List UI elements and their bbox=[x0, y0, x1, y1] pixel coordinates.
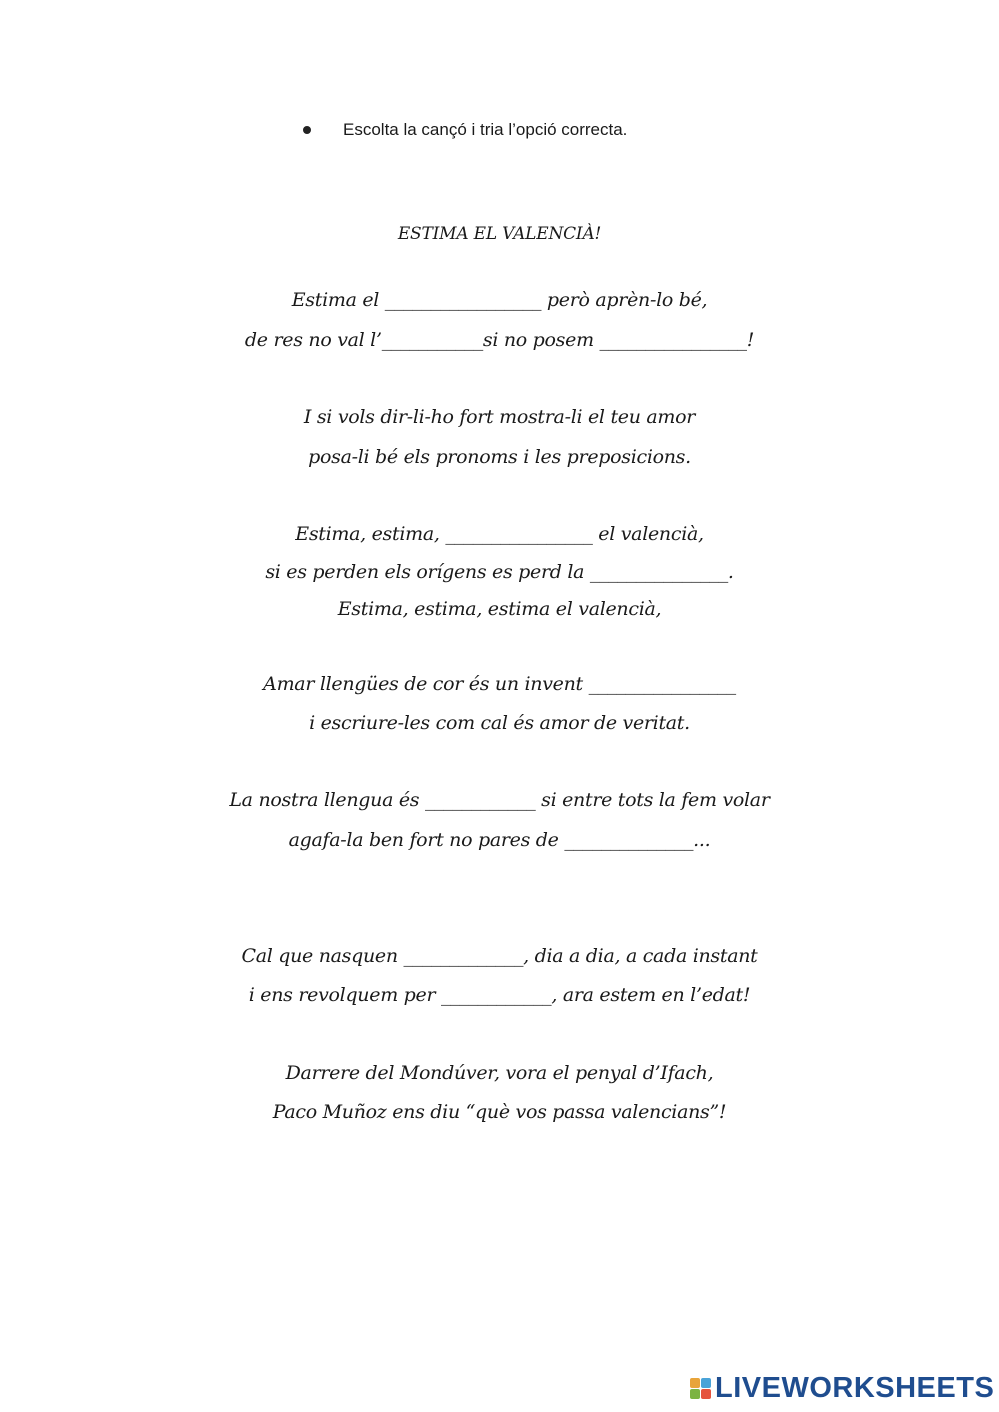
lyric-line: de res no val l’___________si no posem ________________! bbox=[244, 329, 755, 351]
liveworksheets-logo bbox=[690, 1368, 994, 1408]
bullet-icon bbox=[303, 126, 311, 134]
lyric-line: Estima el _________________ però aprèn-lo bé, bbox=[291, 289, 708, 311]
lyric-line: Cal que nasquen _____________, dia a dia, a cada instant bbox=[241, 945, 758, 967]
lyric-line: Estima, estima, ________________ el valencià, bbox=[295, 523, 704, 545]
lyric-line: I si vols dir-li-ho fort mostra-li el teu amor bbox=[303, 406, 696, 428]
lyric-line: La nostra llengua és ____________ si entre tots la fem volar bbox=[229, 789, 770, 811]
instruction bbox=[300, 120, 627, 140]
logo-mark-icon bbox=[690, 1378, 711, 1399]
lyric-line: Darrere del Mondúver, vora el penyal d’Ifach, bbox=[285, 1062, 714, 1084]
logo-text: LIVEWORKSHEETS bbox=[715, 1371, 995, 1404]
lyric-line: i ens revolquem per ____________, ara estem en l’edat! bbox=[248, 984, 751, 1006]
lyric-line: posa-li bé els pronoms i les preposicions. bbox=[308, 446, 691, 468]
lyric-line: si es perden els orígens es perd la _______________. bbox=[265, 561, 734, 583]
lyric-line: Amar llengües de cor és un invent ________________ bbox=[263, 673, 736, 695]
lyric-line: Estima, estima, estima el valencià, bbox=[337, 598, 662, 620]
song-title: ESTIMA EL VALENCIÀ! bbox=[397, 224, 602, 244]
lyric-line: Paco Muñoz ens diu “què vos passa valencians”! bbox=[272, 1101, 727, 1123]
instruction-text: Escolta la cançó i tria l’opció correcta. bbox=[343, 120, 628, 139]
lyric-line: agafa-la ben fort no pares de ______________... bbox=[288, 829, 711, 851]
lyric-line: i escriure-les com cal és amor de veritat. bbox=[309, 712, 690, 734]
